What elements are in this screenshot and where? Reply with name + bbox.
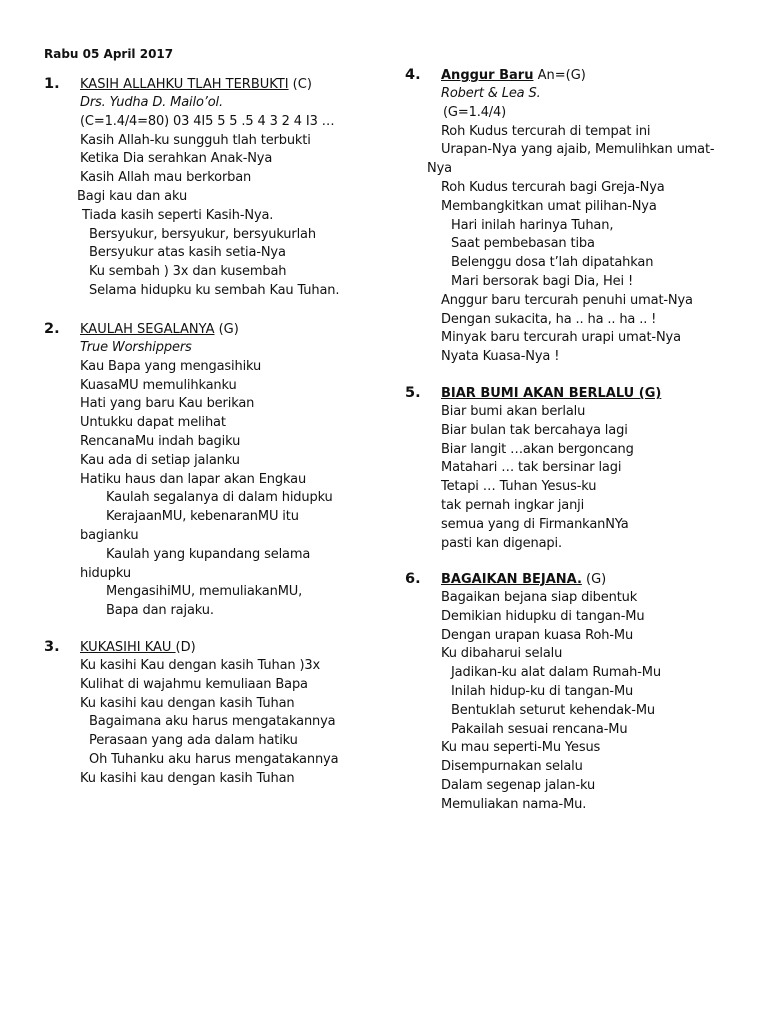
lyric-line: Dalam segenap jalan-ku — [441, 777, 596, 793]
lyric-line: Bagaikan bejana siap dibentuk — [441, 590, 638, 605]
song-lines — [80, 339, 380, 621]
lyric-line: Jadikan-ku alat dalam Rumah-Mu — [451, 665, 661, 681]
lyric-line: Ku kasihi Kau dengan kasih Tuhan )3x — [80, 658, 321, 673]
song-title-row — [80, 638, 380, 657]
song-number: 4. — [405, 67, 421, 83]
lyric-line: Bentuklah seturut kehendak-Mu — [451, 702, 655, 718]
lyric-line: Matahari … tak bersinar lagi — [441, 460, 622, 476]
song-title-row — [441, 384, 741, 403]
lyric-line: Minyak baru tercurah urapi umat-Nya — [441, 330, 681, 346]
song-key: (G) — [214, 322, 239, 337]
lyric-line: Drs. Yudha D. Mailo’ol. — [80, 95, 223, 110]
lyric-line: Ku kasihi kau dengan kasih Tuhan — [80, 695, 295, 711]
song-number: 5. — [405, 385, 421, 401]
lyric-line: Bersyukur, bersyukur, bersyukurlah — [89, 226, 316, 242]
lyric-line: Dengan urapan kuasa Roh-Mu — [441, 627, 634, 643]
lyric-line: Kau Bapa yang mengasihiku — [80, 358, 262, 374]
lyric-line: Biar bulan tak bercahaya lagi — [441, 422, 628, 438]
lyric-line: True Worshippers — [80, 340, 192, 355]
lyric-line: Nyata Kuasa-Nya ! — [441, 349, 560, 365]
lyric-line: Ku dibaharui selalu — [441, 646, 563, 662]
lyric-line: Hati yang baru Kau berikan — [80, 396, 255, 412]
lyric-line: tak pernah ingkar janji — [441, 497, 585, 513]
lyric-line: Hari inilah harinya Tuhan, — [451, 217, 614, 233]
song-lines — [80, 657, 380, 789]
lyric-line: Nya — [427, 161, 452, 177]
lyric-line: Disempurnakan selalu — [441, 759, 583, 775]
song-lines — [441, 589, 741, 815]
lyric-line: MengasihiMU, memuliakanMU, — [106, 584, 303, 600]
lyric-line: Hatiku haus dan lapar akan Engkau — [80, 471, 307, 487]
lyric-line: (C=1.4/4=80) 03 4I5 5 5 .5 4 3 2 4 I3 … — [80, 113, 335, 129]
song-title: Anggur Baru — [441, 68, 534, 83]
song-lines — [441, 403, 741, 553]
lyric-line: hidupku — [80, 565, 131, 581]
lyric-line: Bapa dan rajaku. — [106, 603, 214, 619]
lyric-line: Ku mau seperti-Mu Yesus — [441, 740, 601, 756]
song-title-row — [441, 570, 741, 589]
lyric-line: Pakailah sesuai rencana-Mu — [451, 721, 628, 737]
song-title: KUKASIHI KAU — [80, 640, 176, 655]
lyric-line: Anggur baru tercurah penuhi umat-Nya — [441, 292, 693, 308]
lyric-line: Roh Kudus tercurah di tempat ini — [441, 123, 651, 139]
lyric-line: Oh Tuhanku aku harus mengatakannya — [89, 751, 339, 767]
song-title: KASIH ALLAHKU TLAH TERBUKTI — [80, 77, 289, 92]
song-lines — [427, 85, 741, 367]
song-number: 6. — [405, 571, 421, 587]
lyric-line: Ku kasihi kau dengan kasih Tuhan — [80, 770, 295, 786]
lyric-line: Kasih Allah mau berkorban — [80, 170, 252, 186]
song-key: (D) — [175, 640, 196, 655]
lyric-line: Urapan-Nya yang ajaib, Memulihkan umat- — [441, 142, 715, 158]
lyric-line: Dengan sukacita, ha .. ha .. ha .. ! — [441, 311, 657, 327]
song-title: BAGAIKAN BEJANA. — [441, 572, 582, 587]
lyric-line: Biar langit …akan bergoncang — [441, 441, 634, 457]
page-date: Rabu 05 April 2017 — [44, 47, 174, 61]
lyric-line: Demikian hidupku di tangan-Mu — [441, 608, 645, 624]
lyric-line: Kulihat di wajahmu kemuliaan Bapa — [80, 676, 308, 692]
song-key: An=(G) — [533, 68, 586, 83]
lyric-line: Bersyukur atas kasih setia-Nya — [89, 245, 286, 261]
song-title: BIAR BUMI AKAN BERLALU (G) — [441, 386, 662, 401]
lyric-line: Ku sembah ) 3x dan kusembah — [89, 264, 287, 280]
lyric-line: Kaulah segalanya di dalam hidupku — [106, 490, 333, 506]
lyric-line: semua yang di FirmankanNYa — [441, 516, 629, 532]
song-key: (C) — [288, 77, 312, 92]
lyric-line: Selama hidupku ku sembah Kau Tuhan. — [89, 282, 340, 298]
lyric-line: Untukku dapat melihat — [80, 415, 226, 431]
song-title-row — [441, 66, 741, 85]
lyric-line: Tiada kasih seperti Kasih-Nya. — [82, 207, 274, 223]
lyric-line: Bagaimana aku harus mengatakannya — [89, 714, 336, 730]
lyric-line: Mari bersorak bagi Dia, Hei ! — [451, 273, 634, 289]
song-number: 1. — [44, 76, 60, 92]
song-number: 3. — [44, 639, 60, 655]
lyric-line: KerajaanMU, kebenaranMU itu — [106, 509, 299, 525]
song-title-row — [80, 75, 380, 94]
lyric-line: Memuliakan nama-Mu. — [441, 796, 587, 812]
lyric-line: Saat pembebasan tiba — [451, 236, 595, 252]
lyric-line: Kau ada di setiap jalanku — [80, 452, 240, 468]
lyric-line: RencanaMu indah bagiku — [80, 433, 241, 449]
lyric-line: Roh Kudus tercurah bagi Greja-Nya — [441, 179, 665, 195]
lyric-line: Belenggu dosa t’lah dipatahkan — [451, 255, 654, 271]
lyric-line: Ketika Dia serahkan Anak-Nya — [80, 151, 273, 167]
song-number: 2. — [44, 321, 60, 337]
lyric-line: Perasaan yang ada dalam hatiku — [89, 733, 298, 749]
lyric-line: (G=1.4/4) — [443, 104, 507, 120]
song-title: KAULAH SEGALANYA — [80, 322, 215, 337]
lyric-line: KuasaMU memulihkanku — [80, 377, 237, 393]
lyric-line: Membangkitkan umat pilihan-Nya — [441, 198, 657, 214]
song-lines — [77, 94, 380, 301]
lyric-line: Kaulah yang kupandang selama — [106, 546, 311, 562]
song-key: (G) — [581, 572, 607, 587]
lyric-line: Tetapi … Tuhan Yesus-ku — [441, 479, 597, 495]
lyric-line: pasti kan digenapi. — [441, 535, 562, 551]
lyric-line: Biar bumi akan berlalu — [441, 404, 586, 419]
lyric-line: bagianku — [80, 527, 139, 543]
lyric-line: Bagi kau dan aku — [77, 188, 188, 204]
lyric-line: Inilah hidup-ku di tangan-Mu — [451, 683, 634, 699]
lyric-line: Robert & Lea S. — [441, 86, 541, 101]
song-title-row — [80, 320, 380, 339]
lyric-line: Kasih Allah-ku sungguh tlah terbukti — [80, 132, 311, 148]
